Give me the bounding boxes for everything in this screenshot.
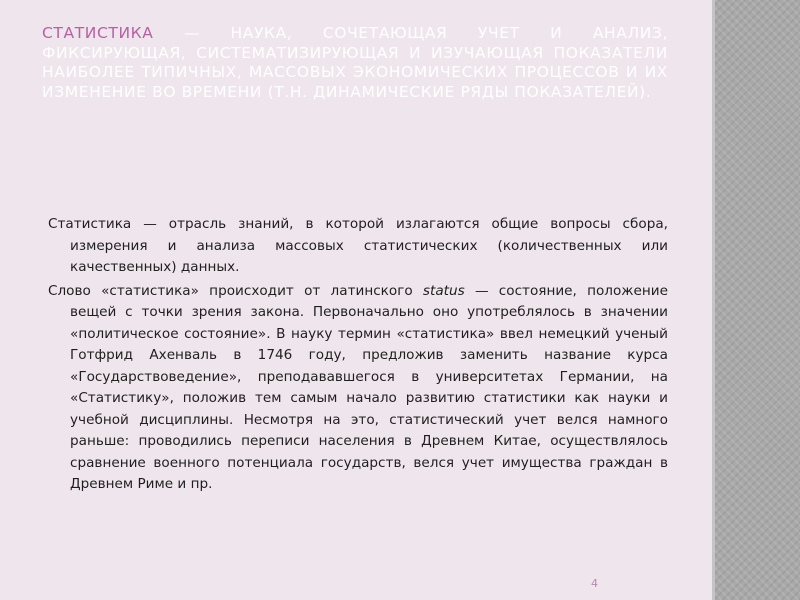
paragraph-2-start: Слово «статистика» происходит от латинского xyxy=(48,282,423,299)
slide-body xyxy=(48,214,668,498)
side-decoration-band xyxy=(712,0,800,600)
page-number: 4 xyxy=(591,577,598,590)
slide-title-lead: СТАТИСТИКА xyxy=(42,24,154,42)
side-band-edge xyxy=(712,0,715,600)
slide-title xyxy=(42,24,668,102)
slide-title-rest: — НАУКА, СОЧЕТАЮЩАЯ УЧЕТ И АНАЛИЗ, ФИКСИРУЮЩАЯ, СИСТЕМАТИЗИРУЮЩАЯ И ИЗУЧАЮЩАЯ ПОКАЗАТЕЛИ НАИБОЛЕЕ ТИПИЧНЫХ, МАССОВЫХ ЭКОНОМИЧЕСКИХ ПРОЦЕССОВ И ИХ ИЗМЕНЕНИЕ ВО ВРЕМЕНИ (Т.Н. ДИНАМИЧЕСКИЕ РЯДЫ ПОКАЗАТЕЛЕЙ). xyxy=(42,24,668,101)
body-paragraph-2 xyxy=(48,281,668,496)
body-paragraph-1: Статистика — отрасль знаний, в которой излагаются общие вопросы сбора, измерения и анализа массовых статистических (количественных или качественных) данных. xyxy=(48,216,668,275)
paragraph-2-rest: — состояние, положение вещей с точки зрения закона. Первоначально оно употреблялось в значении «политическое состояние». В науку термин «статистика» ввел немецкий ученый Готфрид Ахенваль в 1746 году, предложив заменить название курса «Государствоведение», преподававшегося в университетах Германии, на «Статистику», положив тем самым начало развитию статистики как науки и учебной дисциплины. Несмотря на это, статистический учет велся намного раньше: проводились переписи населения в Древнем Китае, осуществлялось сравнение военного потенциала государств, велся учет имущества граждан в Древнем Риме и пр. xyxy=(70,282,669,492)
latin-term: status xyxy=(422,282,465,299)
